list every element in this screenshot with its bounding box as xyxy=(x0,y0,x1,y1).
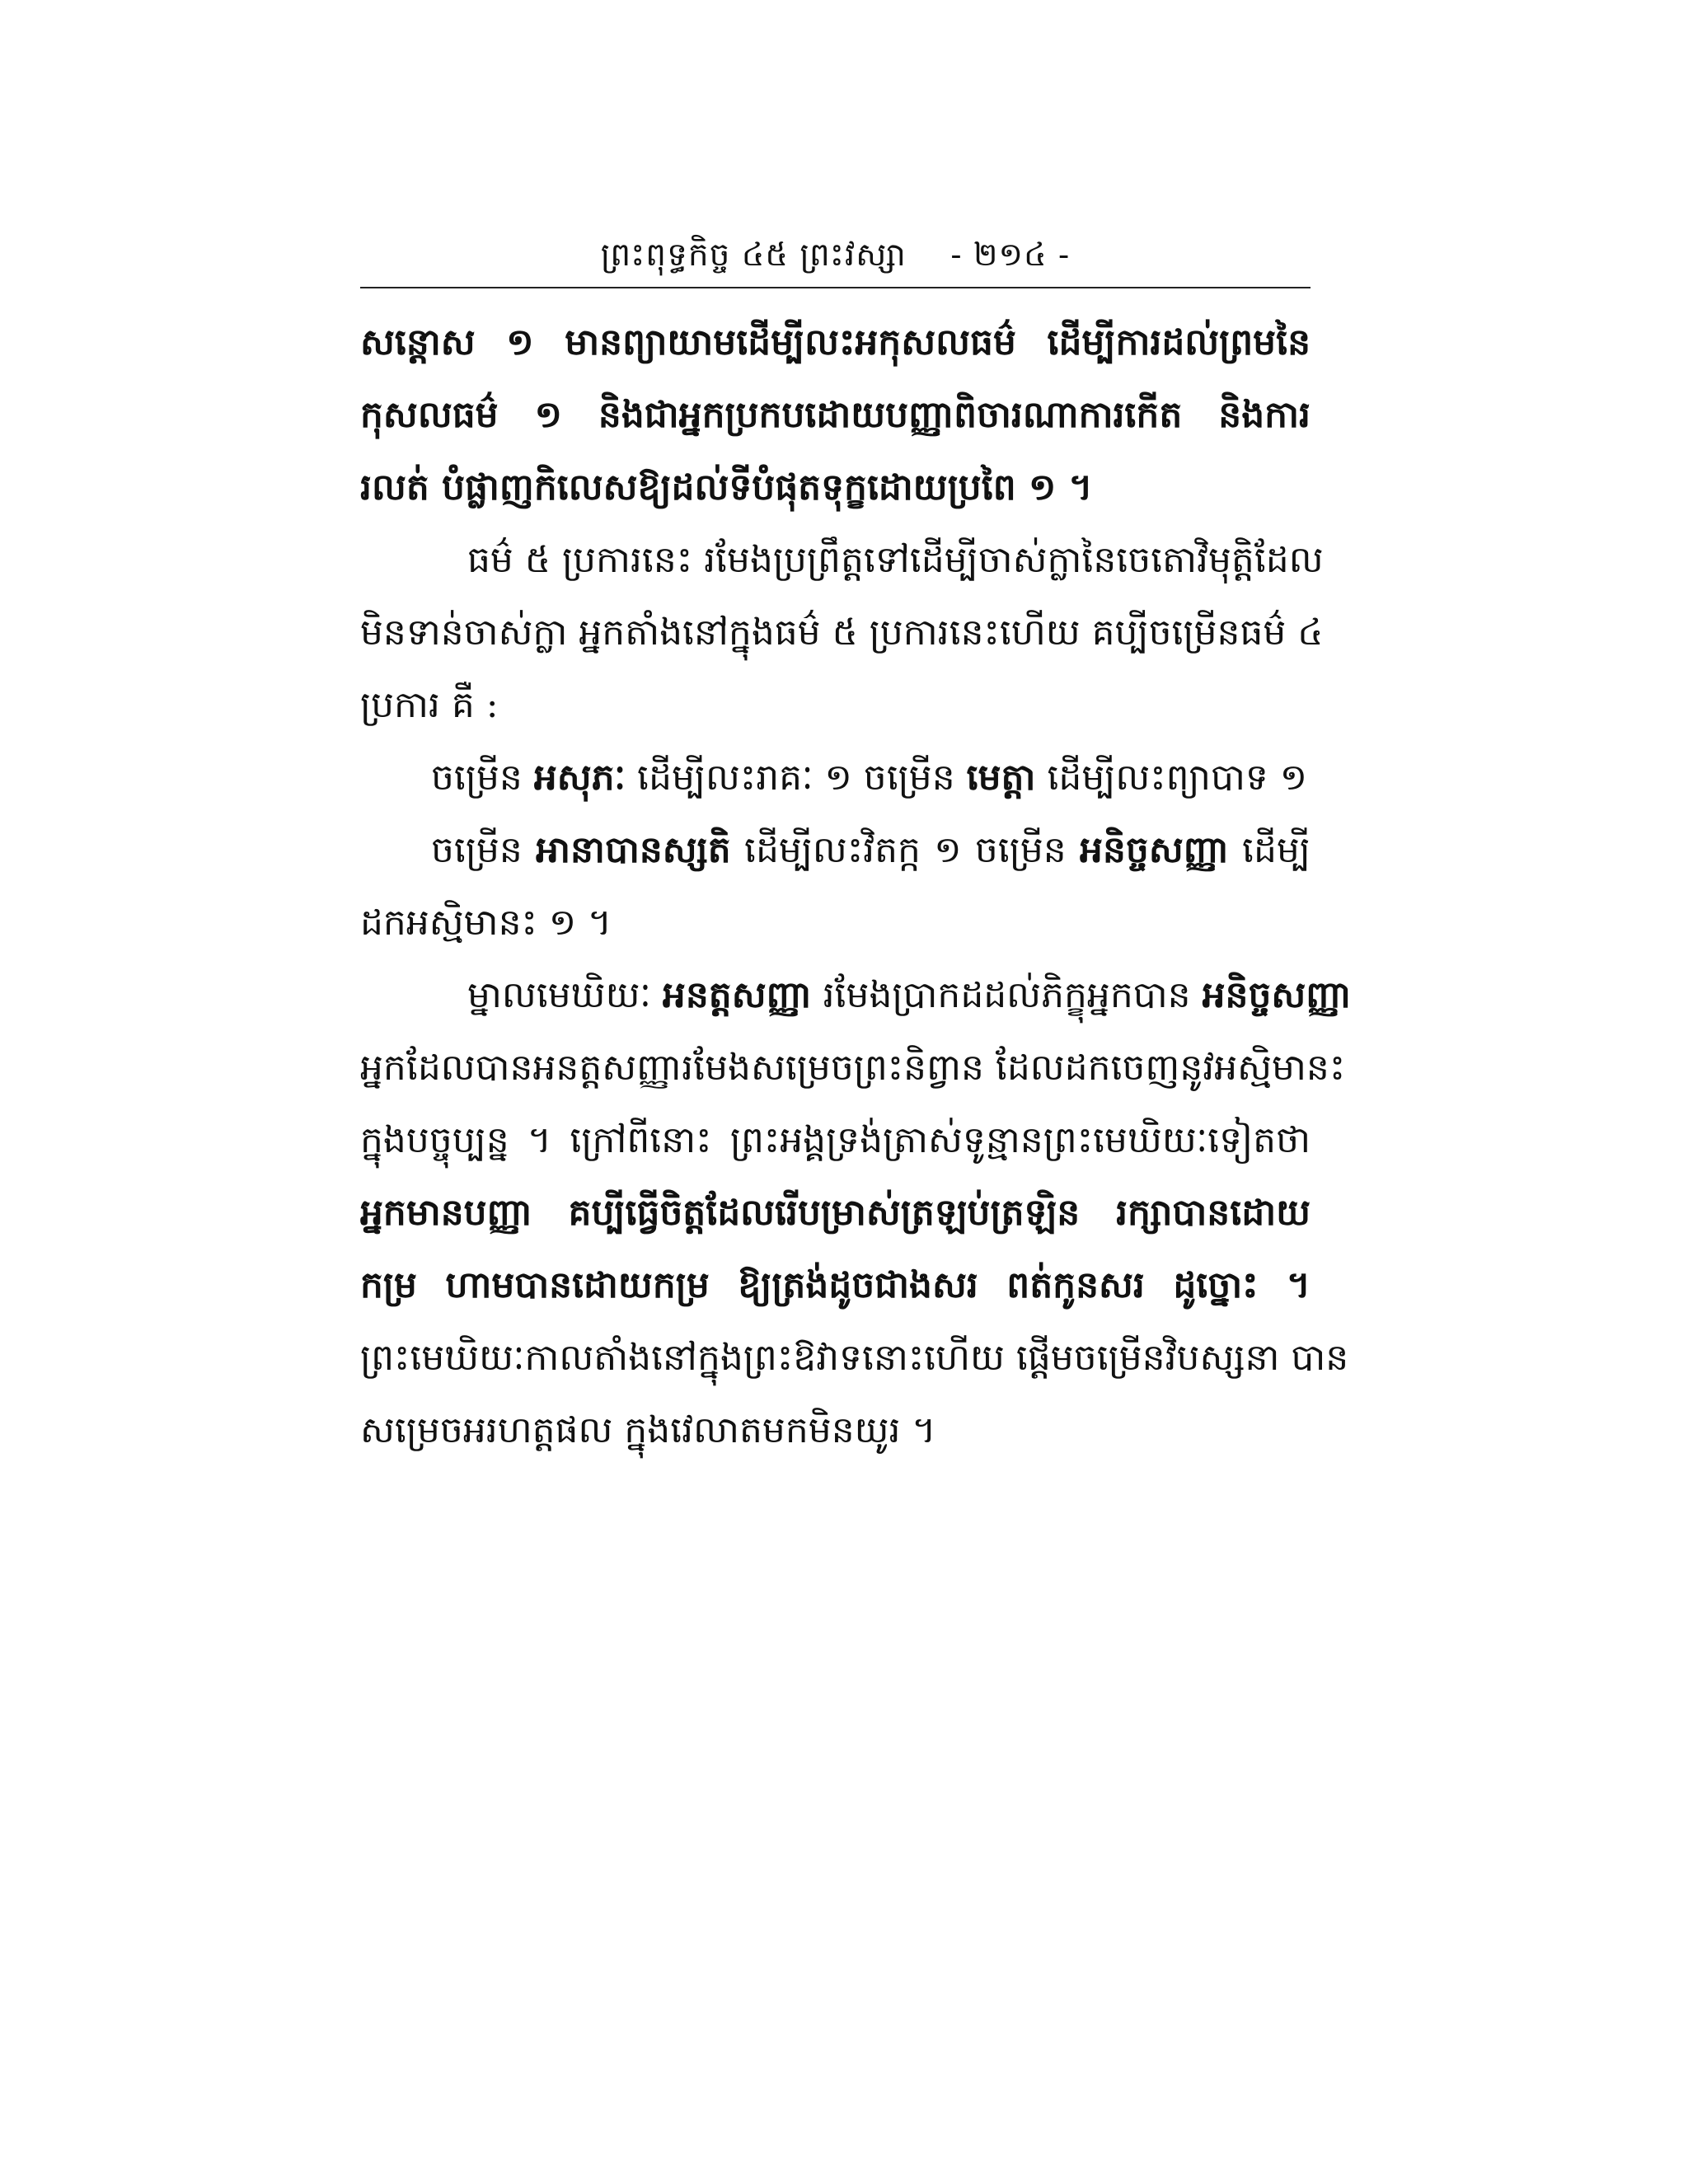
text-line: រលត់ បំផ្លាញកិលេសឱ្យដល់ទីបំផុតទុក្ខដោយប្រពៃ ១ ។ xyxy=(360,466,1093,509)
term-emphasis: អានាបានស្សតិ xyxy=(536,829,731,871)
text-line: ធម៌ ៥ ប្រការនេះ រមែងប្រព្រឹត្តទៅដើម្បីចាស់ក្លានៃចេតោវិមុត្តិដែល xyxy=(467,539,1324,581)
text-line: សន្តោស ១ មានព្យាយាមដើម្បីលះអកុសលធម៌ ដើម្បីការដល់ព្រមនៃ xyxy=(360,321,1311,363)
text-line xyxy=(360,814,1311,887)
text-line: ព្រះមេឃិយៈកាលតាំងនៅក្នុងព្រះឱវាទនោះហើយ ផ្តើមចម្រើនវិបស្សនា បាន xyxy=(360,1337,1349,1379)
text-line: ក្នុងបច្ចុប្បន្ន ។ ក្រៅពីនោះ ព្រះអង្គទ្រង់ត្រាស់ទូន្មានព្រះមេឃិយៈទៀតថា xyxy=(360,1119,1311,1161)
text-line xyxy=(360,959,1352,1032)
text-run: ចម្រើន xyxy=(431,757,523,799)
text-run: ដើម្បីលះវិតក្ក ១ ចម្រើន xyxy=(744,829,1067,871)
body-text xyxy=(360,307,1352,1467)
text-line: សម្រេចអរហត្តផល ក្នុងវេលាតមកមិនយូរ ។ xyxy=(360,1409,936,1451)
term-emphasis: អនិច្ចសញ្ញា xyxy=(1202,974,1352,1016)
text-line: កុសលធម៌ ១ និងជាអ្នកប្រកបដោយបញ្ញាពិចារណាការកើត និងការ xyxy=(360,394,1311,436)
text-line: អ្នកដែលបានអនត្តសញ្ញារមែងសម្រេចព្រះនិព្វាន ដែលដកចេញនូវអស្មិមានះ xyxy=(360,1047,1346,1089)
text-run: ម្នាលមេឃិយៈ xyxy=(467,974,651,1016)
text-line: កម្រ ហាមបានដោយកម្រ ឱ្យត្រង់ដូចជាងសរ ពត់កូនសរ ដូច្នោះ ។ xyxy=(360,1264,1311,1306)
text-line: ដកអស្មិមានះ ១ ។ xyxy=(360,902,612,944)
term-emphasis: អនត្តសញ្ញា xyxy=(662,974,812,1016)
text-line xyxy=(360,742,1311,814)
text-run: ដើម្បី xyxy=(1242,829,1311,871)
header-title: ព្រះពុទ្ធកិច្ច ៤៥ ព្រះវស្សា xyxy=(600,237,907,274)
text-line: អ្នកមានបញ្ញា គប្បីធ្វើចិត្តដែលរើបម្រាស់ត្រឡប់ត្រឡិន រក្សាបានដោយ xyxy=(360,1192,1311,1234)
text-line: ប្រការ គឺ : xyxy=(360,684,499,726)
page-number: - ២១៤ - xyxy=(950,237,1071,274)
page-header xyxy=(360,235,1311,276)
term-emphasis: អនិច្ចសញ្ញា xyxy=(1080,829,1229,871)
term-emphasis: អសុភៈ xyxy=(533,757,626,799)
header-divider xyxy=(360,287,1311,288)
text-line: មិនទាន់ចាស់ក្លា អ្នកតាំងនៅក្នុងធម៌ ៥ ប្រការនេះហើយ គប្បីចម្រើនធម៌ ៤ xyxy=(360,612,1324,654)
term-emphasis: មេត្តា xyxy=(966,757,1036,799)
text-run: ដើម្បីលះព្យាបាទ ១ xyxy=(1047,757,1308,799)
text-run: ដើម្បីលះរាគៈ ១ ចម្រើន xyxy=(637,757,955,799)
text-run: ចម្រើន xyxy=(431,829,523,871)
text-run: រមែងប្រាកដដល់ភិក្ខុអ្នកបាន xyxy=(823,974,1191,1016)
